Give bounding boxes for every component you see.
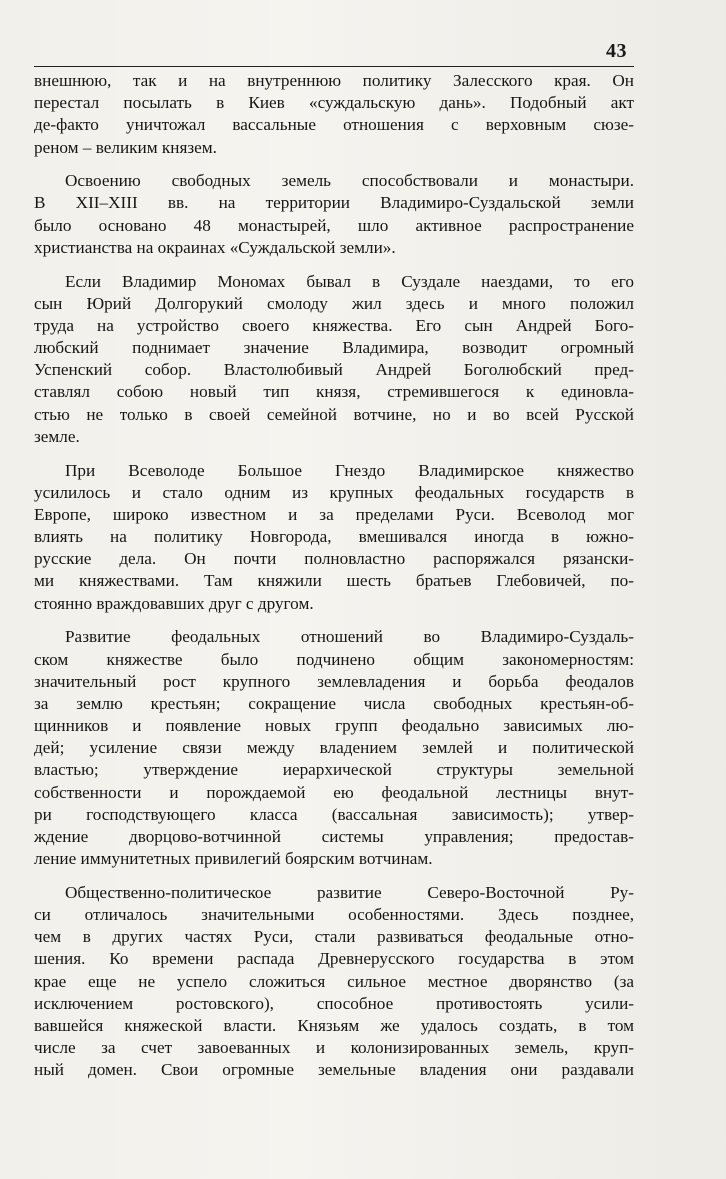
paragraph <box>34 882 634 1082</box>
text-line: ление иммунитетных привилегий боярским вотчинам. <box>34 849 433 869</box>
text-line: влиять на политику Новгорода, вмешивался иногда в южно- <box>34 527 634 547</box>
text-line: стью не только в своей семейной вотчине, но и во всей Русской <box>34 404 634 424</box>
text-line: ми княжествами. Там княжили шесть братьев Глебовичей, по- <box>34 571 634 591</box>
paragraph <box>34 271 634 449</box>
text-line: В XII–XIII вв. на территории Владимиро-Суздальской земли <box>34 193 634 213</box>
text-line: дей; усиление связи между владением землей и политической <box>34 738 634 758</box>
text-line: числе за счет завоеванных и колонизированных земель, круп- <box>34 1038 634 1058</box>
paragraph <box>34 460 634 615</box>
text-line: си отличалось значительными особенностями. Здесь позднее, <box>34 905 634 925</box>
text-line: значительный рост крупного землевладения и борьба феодалов <box>34 671 634 691</box>
text-line: русские дела. Он почти полновластно распоряжался рязански- <box>34 549 634 569</box>
text-line: ставлял собою новый тип князя, стремившегося к единовла- <box>34 382 634 402</box>
text-line: внешнюю, так и на внутреннюю политику Залесского края. Он <box>34 71 634 90</box>
text-line: шения. Ко времени распада Древнерусского государства в этом <box>34 949 634 969</box>
body-text <box>34 70 634 1093</box>
text-line: собственности и порождаемой ею феодальной лестницы внут- <box>34 782 634 802</box>
text-line: При Всеволоде Большое Гнездо Владимирское княжество <box>65 460 634 480</box>
text-line: Европе, широко известном и за пределами Руси. Всеволод мог <box>34 504 634 524</box>
paragraph <box>34 626 634 870</box>
text-line: сын Юрий Долгорукий смолоду жил здесь и много положил <box>34 293 634 313</box>
text-line: реном – великим князем. <box>34 137 217 157</box>
text-line: перестал посылать в Киев «суждальскую дань». Подобный акт <box>34 93 634 113</box>
text-line: любский поднимает значение Владимира, возводит огромный <box>34 338 634 358</box>
text-line: ный домен. Свои огромные земельные владения они раздавали <box>34 1060 634 1080</box>
text-line: ском княжестве было подчинено общим закономерностям: <box>34 649 634 669</box>
text-line: стоянно враждовавших друг с другом. <box>34 593 314 613</box>
paragraph <box>34 170 634 259</box>
text-line: ри господствующего класса (вассальная зависимость); утвер- <box>34 804 634 824</box>
text-line: усилилось и стало одним из крупных феодальных государств в <box>34 482 634 502</box>
text-line: властью; утверждение иерархической структуры земельной <box>34 760 634 780</box>
text-line: за землю крестьян; сокращение числа свободных крестьян-об- <box>34 693 634 713</box>
text-line: труда на устройство своего княжества. Его сын Андрей Бого- <box>34 315 634 335</box>
page-number: 43 <box>606 40 627 62</box>
text-line: Развитие феодальных отношений во Владимиро-Суздаль- <box>65 627 634 647</box>
text-line: исключением ростовского), способное противостоять усили- <box>34 993 634 1013</box>
text-line: де-факто уничтожал вассальные отношения с верховным сюзе- <box>34 115 634 135</box>
text-line: вавшейся княжеской власти. Князьям же удалось создать, в том <box>34 1016 634 1035</box>
text-line: христианства на окраинах «Суждальской земли». <box>34 237 396 257</box>
text-line: ждение дворцово-вотчинной системы управления; предостав- <box>34 827 634 846</box>
header-rule <box>34 66 634 67</box>
text-line: земле. <box>34 426 80 446</box>
text-line: щинников и появление новых групп феодально зависимых лю- <box>34 716 634 736</box>
text-line: Если Владимир Мономах бывал в Суздале наездами, то его <box>65 271 634 291</box>
text-line: Успенский собор. Властолюбивый Андрей Боголюбский пред- <box>34 360 634 380</box>
text-line: было основано 48 монастырей, шло активное распространение <box>34 215 634 235</box>
text-line: Освоению свободных земель способствовали и монастыри. <box>65 171 634 191</box>
text-line: крае еще не успело сложиться сильное местное дворянство (за <box>34 971 634 991</box>
paragraph <box>34 70 634 159</box>
text-line: чем в других частях Руси, стали развиваться феодальные отно- <box>34 927 634 947</box>
text-line: Общественно-политическое развитие Северо-Восточной Ру- <box>65 882 634 902</box>
